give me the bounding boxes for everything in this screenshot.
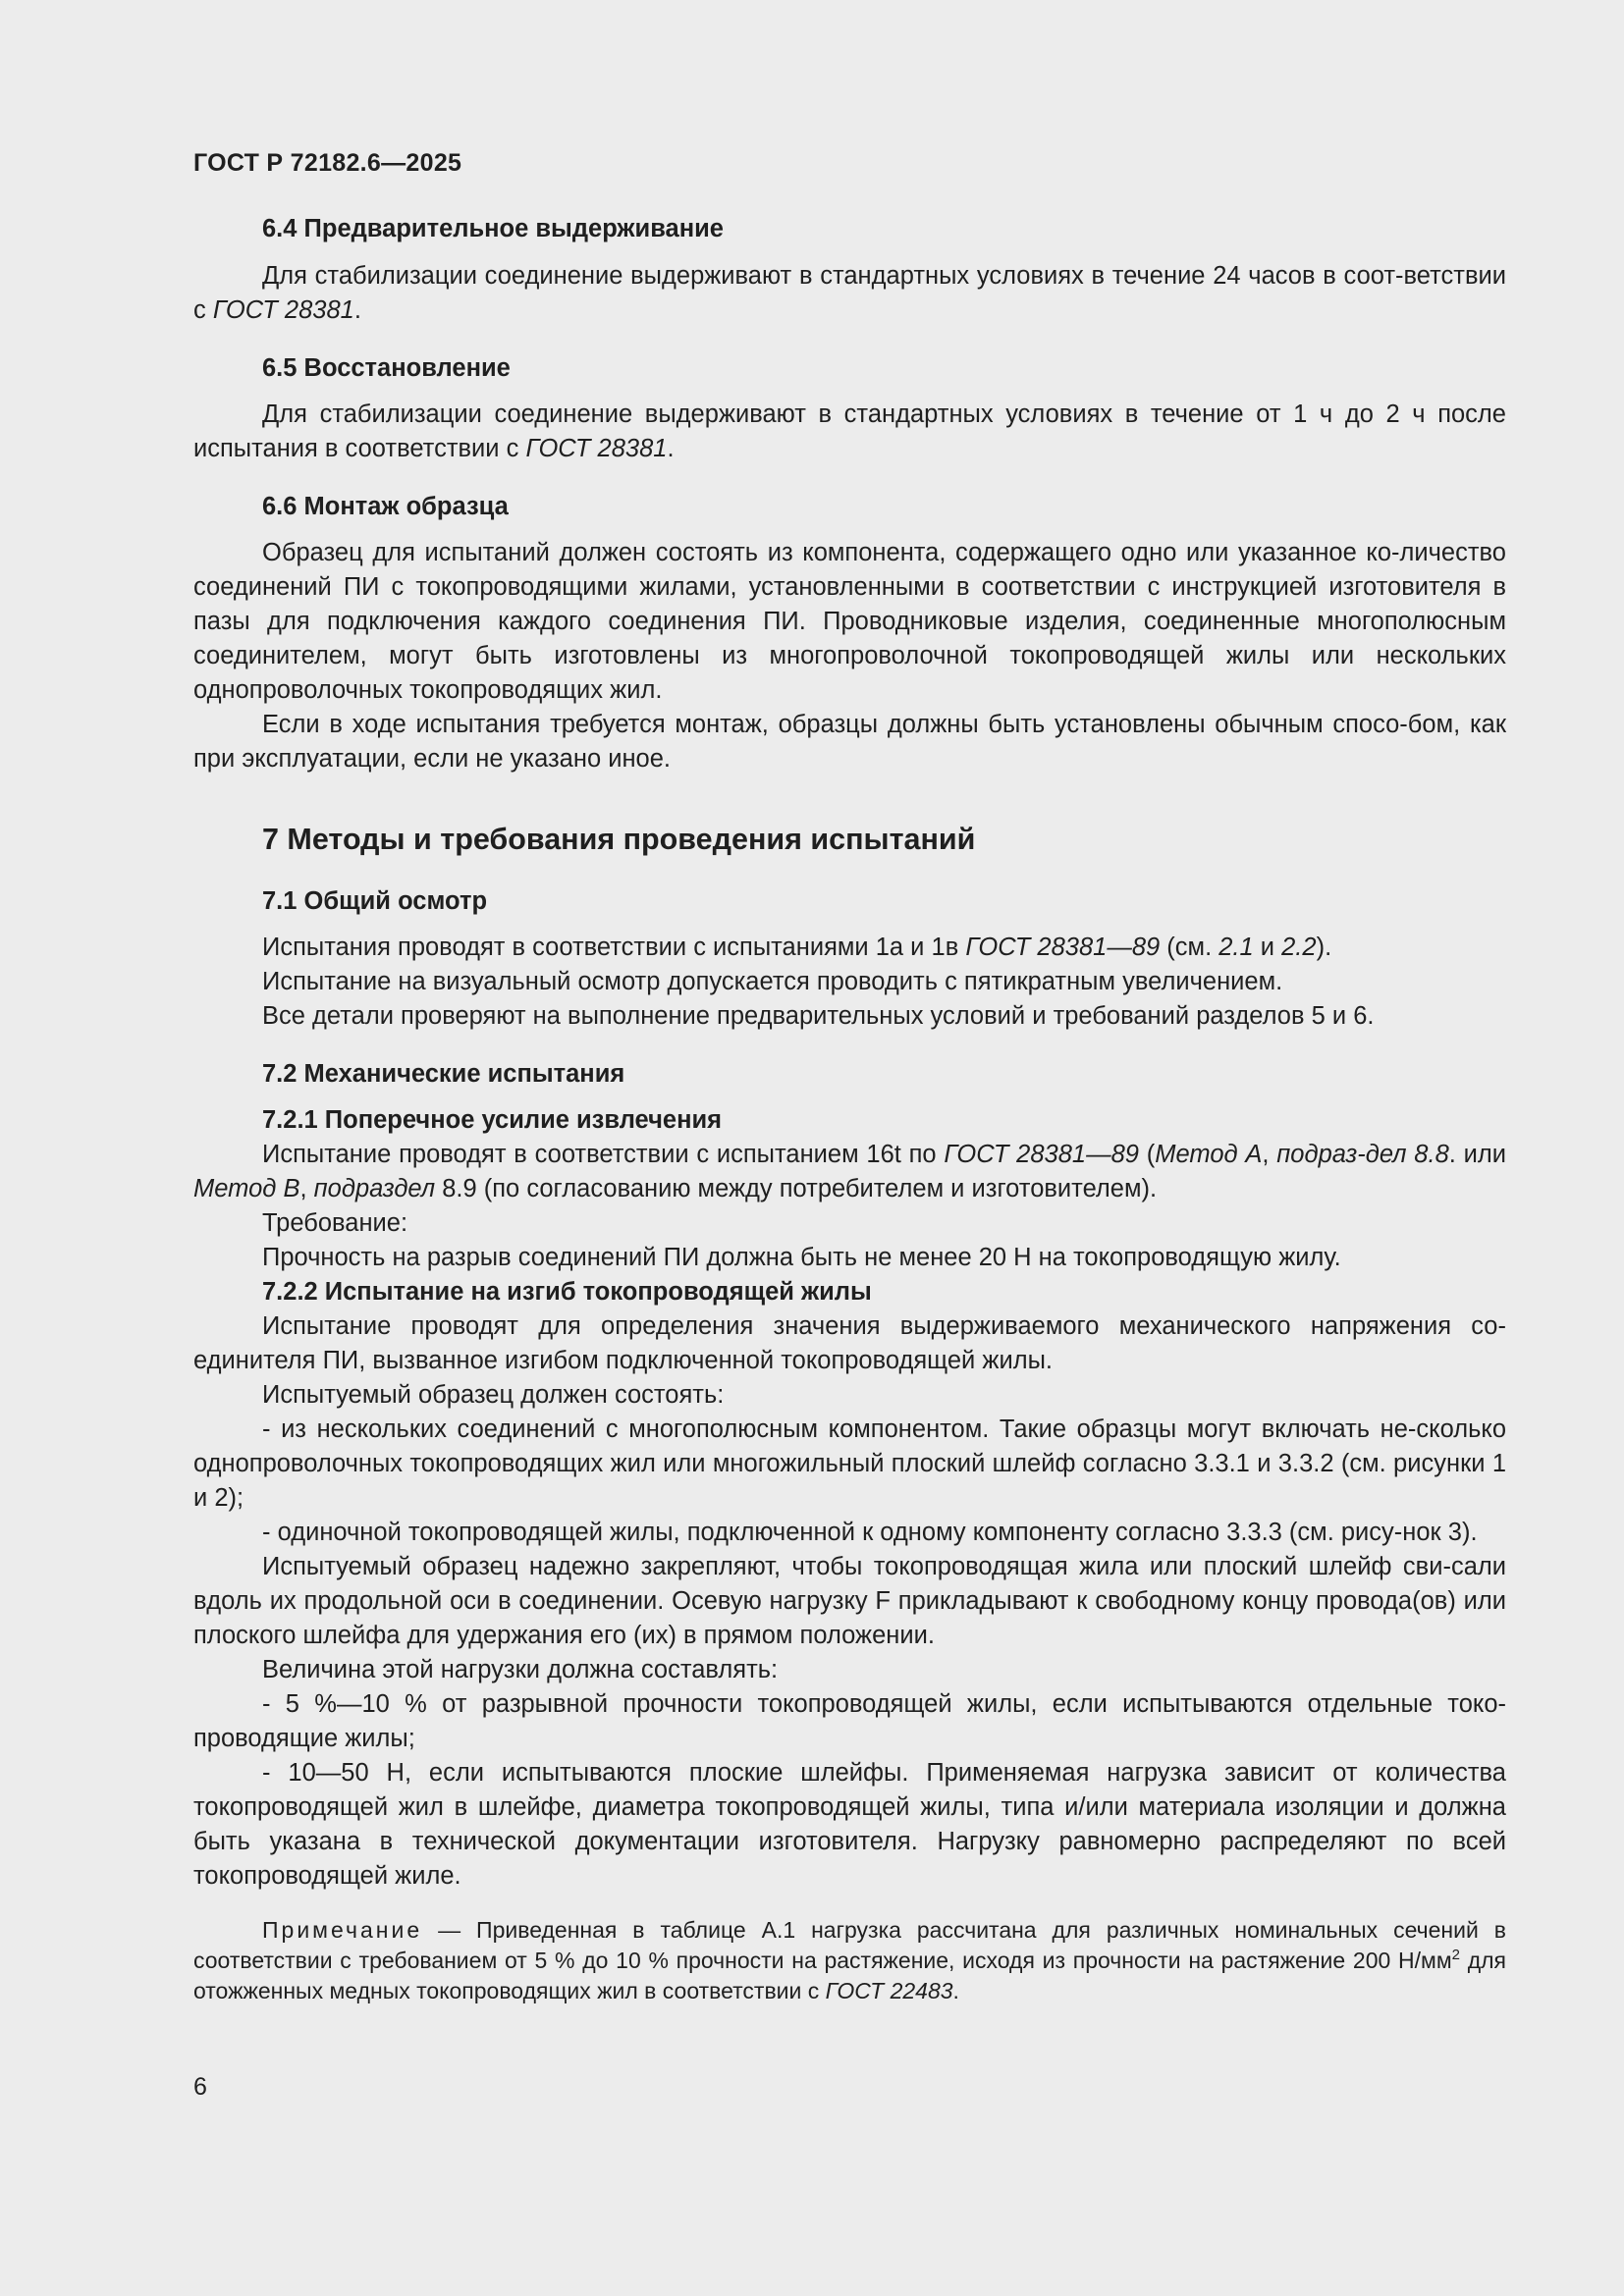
text-run: Для стабилизации соединение выдерживают в стандартных условиях в течение 24 часов в соот-ветствии с — [193, 262, 1506, 324]
note — [193, 1915, 1506, 2006]
section-7-2-2-paragraph-8: - 10—50 Н, если испытываются плоские шлейфы. Применяемая нагрузка зависит от количества токопроводящей жил в шлейфе, диаметра токопроводящей жилы, типа и/или материала изоляции и должна быть указана в технической документации изготовителя. Нагрузку равномерно распределяют по всей токопроводящей жиле. — [193, 1759, 1506, 1890]
text-run: ). — [1316, 934, 1332, 961]
section-7-2-2-paragraph-5: Испытуемый образец надежно закрепляют, чтобы токопроводящая жила или плоский шлейф сви-сали вдоль их продольной оси в соединении. Осевую нагрузку F прикладывают к свободному концу провода(ов) или плоского шлейфа для удержания его (их) в прямом положении. — [193, 1553, 1506, 1649]
standard-reference: ГОСТ 28381 — [525, 435, 668, 462]
section-7-1-paragraph-1 — [193, 931, 1506, 965]
section-7-2-2-paragraph-1: Испытание проводят для определения значения выдерживаемого механического напряжения со-единителя ПИ, вызванное изгибом подключенной токопроводящей жилы. — [193, 1312, 1506, 1374]
text-run: , — [299, 1175, 314, 1202]
text-run: Испытания проводят в соответствии с испытаниями 1а и 1в — [262, 934, 966, 961]
section-7-2-title: 7.2 Механические испытания — [262, 1060, 625, 1088]
text-run: , — [1262, 1141, 1277, 1168]
method-reference: Метод В — [193, 1175, 300, 1202]
section-6-4-title: 6.4 Предварительное выдерживание — [262, 215, 724, 242]
section-7-2-2-paragraph-7: - 5 %—10 % от разрывной прочности токопроводящей жилы, если испытываются отдельные токо-проводящие жилы; — [193, 1690, 1506, 1752]
text-run: ( — [1138, 1141, 1156, 1168]
section-7-2-2-paragraph-6: Величина этой нагрузки должна составлять: — [262, 1656, 779, 1683]
section-7-2-2-paragraph-3: - из нескольких соединений с многополюсным компонентом. Такие образцы могут включать не-сколько однопроволочных токопроводящих жил или многожильный плоский шлейф согласно 3.3.1 и 3.3.2 (см. рисунки 1 и 2); — [193, 1415, 1506, 1512]
section-7-2-1-paragraph-3: Прочность на разрыв соединений ПИ должна быть не менее 20 Н на токопроводящую жилу. — [262, 1244, 1341, 1271]
superscript: 2 — [1451, 1947, 1460, 1963]
section-7-2-1-paragraph-2: Требование: — [262, 1209, 408, 1237]
text-run: и — [1253, 934, 1282, 961]
section-7-2-2-paragraph-2: Испытуемый образец должен состоять: — [262, 1381, 725, 1409]
note-label: Примечание — [262, 1917, 423, 1943]
section-7-2-1-paragraph-1 — [193, 1138, 1506, 1206]
text-run: (см. — [1160, 934, 1219, 961]
section-7-2-2-title: 7.2.2 Испытание на изгиб токопроводящей жилы — [262, 1278, 872, 1306]
section-7-1-paragraph-2: Испытание на визуальный осмотр допускается проводить с пятикратным увеличением. — [262, 968, 1283, 995]
clause-reference: подраздел — [313, 1175, 436, 1202]
text-run: . — [667, 435, 675, 462]
text-run: 8.9 (по согласованию между потребителем и изготовителем). — [435, 1175, 1158, 1202]
text-run: — Приведенная в таблице А.1 нагрузка рассчитана для различных номинальных сечений в соответствии с требованием от 5 % до 10 % прочности на растяжение, исходя из прочности на растяжение 200 Н/мм — [193, 1917, 1506, 1973]
standard-reference: ГОСТ 28381—89 — [965, 934, 1161, 961]
text-run: Испытание проводят в соответствии с испытанием 16t по — [262, 1141, 945, 1168]
standard-reference: ГОСТ 22483 — [825, 1978, 953, 2003]
text-run: . — [952, 1978, 959, 2003]
section-6-6-paragraph-2: Если в ходе испытания требуется монтаж, образцы должны быть установлены обычным спосо-бом, как при эксплуатации, если не указано иное. — [193, 711, 1506, 773]
clause-reference: 2.2 — [1281, 934, 1317, 961]
section-6-5-title: 6.5 Восстановление — [262, 354, 511, 382]
standard-reference: ГОСТ 28381—89 — [944, 1141, 1139, 1168]
text-run: для отожженных медных токопроводящих жил в соответствии с — [193, 1948, 1507, 2003]
text-run: . — [353, 296, 361, 324]
page-content — [193, 147, 1506, 2006]
section-6-5-paragraph — [193, 398, 1506, 466]
document-header: ГОСТ Р 72182.6—2025 — [193, 149, 462, 177]
section-7-2-1-title: 7.2.1 Поперечное усилие извлечения — [262, 1106, 723, 1134]
section-7-title: 7 Методы и требования проведения испытаний — [262, 823, 976, 856]
text-run: . или — [1448, 1141, 1506, 1168]
section-6-6-paragraph-1: Образец для испытаний должен состоять из компонента, содержащего одно или указанное ко-личество соединений ПИ с токопроводящими жилами, установленными в соответствии с инструкцией изготовителя в пазы для подключения каждого соединения ПИ. Проводниковые изделия, соединенные многополюсным соединителем, могут быть изготовлены из многопроволочной токопроводящей жилы или нескольких однопроволочных токопроводящих жил. — [193, 539, 1506, 704]
standard-reference: ГОСТ 28381 — [212, 296, 354, 324]
section-6-6-title: 6.6 Монтаж образца — [262, 493, 509, 520]
text-run: Для стабилизации соединение выдерживают в стандартных условиях в течение от 1 ч до 2 ч после испытания в соответствии с — [193, 400, 1506, 462]
clause-reference: подраз-дел 8.8 — [1276, 1141, 1449, 1168]
section-7-2-2-paragraph-4: - одиночной токопроводящей жилы, подключенной к одному компоненту согласно 3.3.3 (см. рису-нок 3). — [262, 1519, 1478, 1546]
method-reference: Метод А — [1155, 1141, 1263, 1168]
section-7-1-paragraph-3: Все детали проверяют на выполнение предварительных условий и требований разделов 5 и 6. — [262, 1002, 1375, 1030]
section-6-4-paragraph — [193, 259, 1506, 328]
section-7-1-title: 7.1 Общий осмотр — [262, 887, 488, 915]
page-number: 6 — [193, 2073, 207, 2101]
clause-reference: 2.1 — [1218, 934, 1254, 961]
